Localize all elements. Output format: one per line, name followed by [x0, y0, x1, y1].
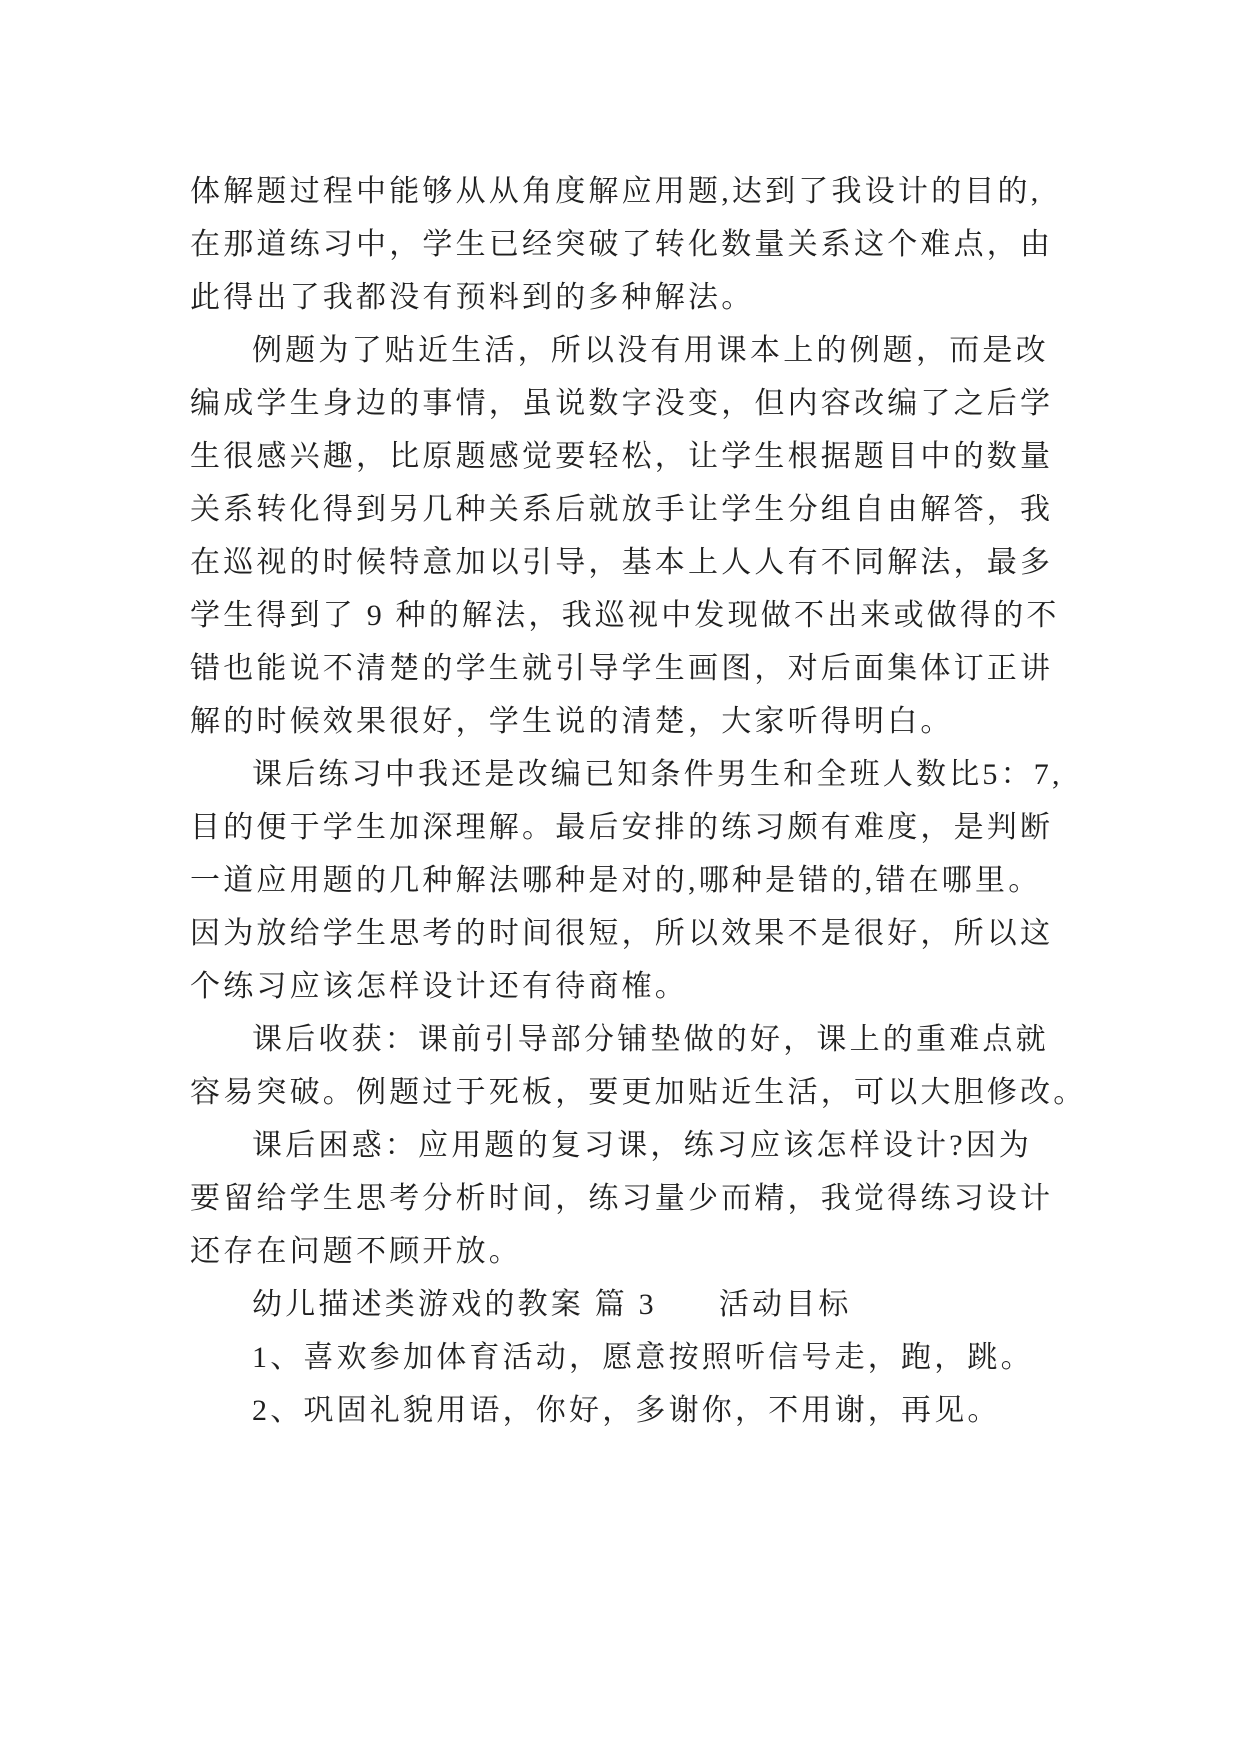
paragraph-line: 因为放给学生思考的时间很短，所以效果不是很好，所以这 [190, 917, 1054, 950]
list-item: 2、巩固礼貌用语，你好，多谢你，不用谢，再见。 [252, 1394, 1001, 1427]
section-title: 幼儿描述类游戏的教案 篇 3 [252, 1288, 657, 1321]
paragraph-line: 体解题过程中能够从从角度解应用题,达到了我设计的目的, [190, 175, 1042, 208]
paragraph-line: 容易突破。例题过于死板，要更加贴近生活，可以大胆修改。 [190, 1076, 1087, 1109]
section-subtitle: 活动目标 [718, 1288, 852, 1321]
paragraph-line: 此得出了我都没有预料到的多种解法。 [190, 281, 755, 314]
list-item: 1、喜欢参加体育活动，愿意按照听信号走，跑，跳。 [252, 1341, 1034, 1374]
document-body [190, 165, 1087, 1437]
paragraph-line: 还存在问题不顾开放。 [190, 1235, 522, 1268]
paragraph-5 [190, 1119, 1060, 1278]
section-heading [190, 1278, 1060, 1331]
paragraph-line: 生很感兴趣，比原题感觉要轻松，让学生根据题目中的数量 [190, 440, 1054, 473]
paragraph-line: 在那道练习中，学生已经突破了转化数量关系这个难点，由 [190, 228, 1054, 261]
paragraph-line: 在巡视的时候特意加以引导，基本上人人有不同解法，最多 [190, 546, 1054, 579]
paragraph-line: 课后困惑：应用题的复习课，练习应该怎样设计?因为 [252, 1129, 1033, 1162]
paragraph-line: 解的时候效果很好，学生说的清楚，大家听得明白。 [190, 705, 954, 738]
paragraph-line: 学生得到了 9 种的解法，我巡视中发现做不出来或做得的不 [190, 599, 1060, 632]
paragraph-3 [190, 748, 1063, 1013]
paragraph-2 [190, 324, 1060, 748]
paragraph-line: 个练习应该怎样设计还有待商榷。 [190, 970, 688, 1003]
paragraph-line: 课后练习中我还是改编已知条件男生和全班人数比5：7, [252, 758, 1063, 791]
paragraph-line: 要留给学生思考分析时间，练习量少而精，我觉得练习设计 [190, 1182, 1054, 1215]
objectives-list [190, 1331, 1060, 1437]
paragraph-line: 例题为了贴近生活，所以没有用课本上的例题，而是改 [252, 334, 1049, 367]
paragraph-line: 错也能说不清楚的学生就引导学生画图，对后面集体订正讲 [190, 652, 1054, 685]
paragraph-line: 目的便于学生加深理解。最后安排的练习颇有难度，是判断 [190, 811, 1054, 844]
paragraph-4 [190, 1013, 1087, 1119]
paragraph-line: 课后收获：课前引导部分铺垫做的好，课上的重难点就 [252, 1023, 1049, 1056]
paragraph-line: 一道应用题的几种解法哪种是对的,哪种是错的,错在哪里。 [190, 864, 1042, 897]
paragraph-line: 编成学生身边的事情，虽说数字没变，但内容改编了之后学 [190, 387, 1054, 420]
paragraph-line: 关系转化得到另几种关系后就放手让学生分组自由解答，我 [190, 493, 1054, 526]
paragraph-1 [190, 165, 1060, 324]
